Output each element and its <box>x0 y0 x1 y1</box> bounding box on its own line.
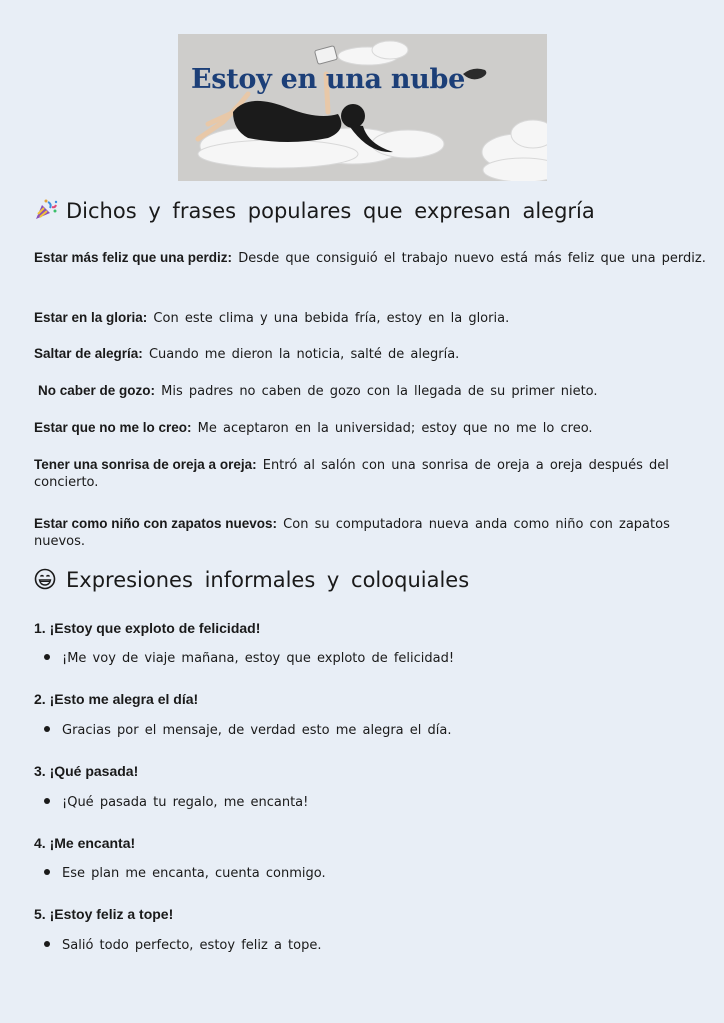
saying-item: No caber de gozo: Mis padres no caben de gozo con la llegada de su primer nieto. <box>38 383 598 399</box>
section-heading-dichos <box>34 199 595 226</box>
expression-title: 1. ¡Estoy que exploto de felicidad! <box>34 620 261 636</box>
bullet-icon <box>44 798 50 804</box>
saying-item: Estar en la gloria: Con este clima y una bebida fría, estoy en la gloria. <box>34 310 510 326</box>
expression-example: Gracias por el mensaje, de verdad esto me alegra el día. <box>44 722 451 739</box>
expression-example: Ese plan me encanta, cuenta conmigo. <box>44 865 326 882</box>
woman-on-cloud-illustration <box>178 34 547 181</box>
section-heading-expresiones <box>34 568 469 595</box>
party-popper-icon <box>34 199 60 226</box>
bullet-icon <box>44 941 50 947</box>
expression-title: 3. ¡Qué pasada! <box>34 763 139 779</box>
bullet-icon <box>44 726 50 732</box>
bullet-icon <box>44 654 50 660</box>
expression-title: 2. ¡Esto me alegra el día! <box>34 691 199 707</box>
section-title: Expresiones informales y coloquiales <box>66 568 470 592</box>
section-title: Dichos y frases populares que expresan alegría <box>66 199 595 223</box>
saying-item: Saltar de alegría: Cuando me dieron la noticia, salté de alegría. <box>34 346 460 362</box>
expression-example: ¡Me voy de viaje mañana, estoy que exploto de felicidad! <box>44 650 454 667</box>
expression-example: ¡Qué pasada tu regalo, me encanta! <box>44 794 308 811</box>
expression-title: 4. ¡Me encanta! <box>34 835 136 851</box>
grinning-face-icon <box>34 568 60 595</box>
saying-item: Estar que no me lo creo: Me aceptaron en la universidad; estoy que no me lo creo. <box>34 420 593 436</box>
banner-title: Estoy en una nube <box>191 64 465 95</box>
expression-example: Salió todo perfecto, estoy feliz a tope. <box>44 937 321 954</box>
saying-item: Tener una sonrisa de oreja a oreja: Entró al salón con una sonrisa de oreja a oreja después del concierto. <box>34 457 669 490</box>
saying-item: Estar más feliz que una perdiz: Desde que consiguió el trabajo nuevo está más feliz que una perdiz. <box>34 250 706 266</box>
expression-title: 5. ¡Estoy feliz a tope! <box>34 906 174 922</box>
saying-item: Estar como niño con zapatos nuevos: Con su computadora nueva anda como niño con zapatos nuevos. <box>34 516 670 549</box>
bullet-icon <box>44 869 50 875</box>
header-banner-image <box>178 34 547 181</box>
